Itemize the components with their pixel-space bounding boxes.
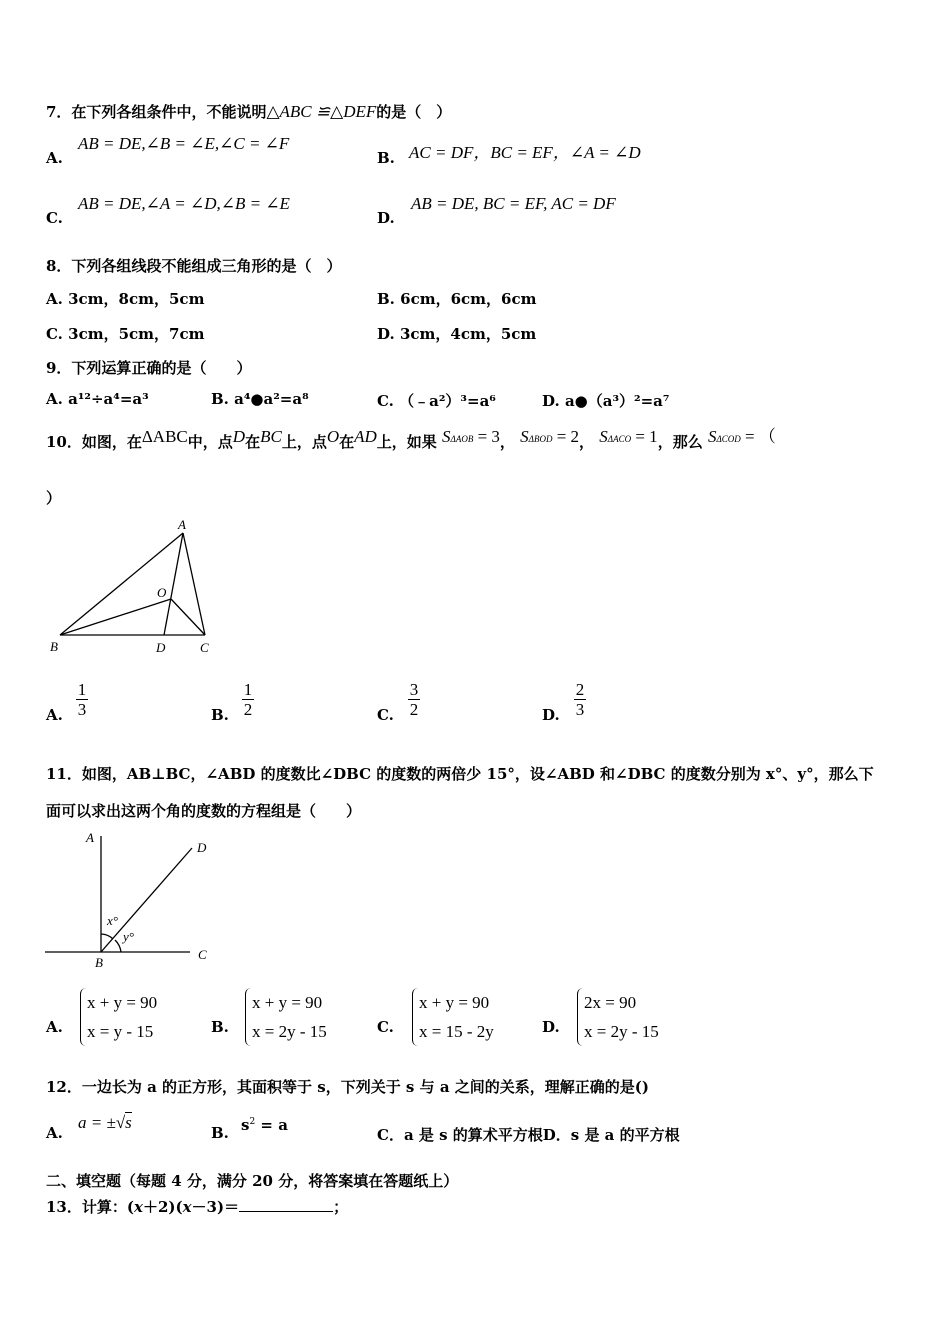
- q10-option-a-fraction: 1 3: [77, 680, 87, 719]
- q7-option-b-math: AC = DF，BC = EF，∠A = ∠D: [409, 143, 641, 162]
- q11-option-d-label[interactable]: D.: [542, 1018, 560, 1036]
- q7-stem: 7．在下列各组条件中，不能说明△ABC ≌△DEF的是（ ）: [46, 102, 452, 121]
- line-bo: [60, 599, 171, 635]
- s-aco: SΔACO = 1: [599, 427, 658, 446]
- q9-option-c[interactable]: C. （﹣a²）³=a⁶: [377, 392, 496, 410]
- q11-option-b-label[interactable]: B.: [211, 1018, 229, 1036]
- section-2-title: 二、填空题（每题 4 分，满分 20 分，将答案填在答题纸上）: [46, 1172, 459, 1190]
- q7-option-a-math: AB = DE,∠B = ∠E,∠C = ∠F: [78, 134, 290, 153]
- q12-stem: 12．一边长为 a 的正方形，其面积等于 s，下列关于 s 与 a 之间的关系，理解正确的是(): [46, 1078, 649, 1096]
- q9-stem: 9．下列运算正确的是（ ）: [46, 359, 252, 377]
- q10-triangle-figure: [40, 515, 230, 660]
- line-ad: [164, 533, 183, 635]
- label-c: C: [198, 947, 207, 962]
- q10-stem-close: ）: [46, 489, 62, 507]
- q12-option-cd[interactable]: C．a 是 s 的算术平方根D．s 是 a 的平方根: [377, 1126, 680, 1144]
- line-oc: [171, 599, 205, 635]
- q10-option-a-label[interactable]: A.: [46, 706, 63, 724]
- q12-option-a-label[interactable]: A.: [46, 1124, 63, 1142]
- q13-answer-blank[interactable]: [239, 1197, 333, 1212]
- arc-x: [101, 934, 113, 939]
- q9-option-b[interactable]: B. a⁴●a²=a⁸: [211, 390, 309, 408]
- label-o: O: [157, 585, 167, 600]
- q10-option-b-label[interactable]: B.: [211, 706, 229, 724]
- q10-option-d-label[interactable]: D.: [542, 706, 560, 724]
- q11-option-c-system: x + y = 90 x = 15 - 2y: [412, 988, 494, 1046]
- label-a: A: [86, 830, 94, 845]
- line-ac: [183, 533, 205, 635]
- q7-option-c-label[interactable]: C.: [46, 209, 63, 227]
- label-d: D: [197, 840, 207, 855]
- q10-option-c-fraction: 3 2: [409, 680, 419, 719]
- line-ab: [60, 533, 183, 635]
- arc-y: [115, 940, 121, 952]
- label-y: y°: [123, 929, 134, 944]
- label-b: B: [50, 639, 58, 654]
- q8-option-a[interactable]: A. 3cm，8cm，5cm: [46, 290, 205, 308]
- q8-option-d[interactable]: D. 3cm，4cm，5cm: [377, 325, 537, 343]
- q10-option-b-fraction: 1 2: [243, 680, 253, 719]
- q11-option-d-system: 2x = 90 x = 2y - 15: [577, 988, 659, 1046]
- label-d: D: [156, 640, 166, 655]
- q8-stem: 8．下列各组线段不能组成三角形的是（ ）: [46, 257, 342, 275]
- q11-angle-figure: [40, 828, 220, 973]
- q10-stem: 10．如图，在ΔABC中，点D在BC上，点O在AD上，如果 SΔAOB = 3， SΔBOD = 2， SΔACO = 1，那么 SΔCOD = （: [46, 427, 776, 451]
- q10-option-c-label[interactable]: C.: [377, 706, 394, 724]
- q11-stem-line1: 11．如图，AB⊥BC，∠ABD 的度数比∠DBC 的度数的两倍少 15°，设∠ABD 和∠DBC 的度数分别为 x°、y°，那么下: [46, 765, 874, 783]
- q11-stem-line2: 面可以求出这两个角的度数的方程组是（ ）: [46, 802, 362, 820]
- q7-option-c-math: AB = DE,∠A = ∠D,∠B = ∠E: [78, 194, 290, 213]
- q7-option-b-label[interactable]: B.: [377, 149, 395, 167]
- s-bod: SΔBOD = 2: [520, 427, 580, 446]
- q10-option-d-fraction: 2 3: [575, 680, 585, 719]
- q12-option-b-math: $s^2 = a$: [241, 1116, 288, 1134]
- label-c: C: [200, 640, 209, 655]
- q11-option-a-system: x + y = 90 x = y - 15: [80, 988, 157, 1046]
- q9-option-a[interactable]: A. a¹²÷a⁴=a³: [46, 390, 149, 408]
- q7-option-a-label[interactable]: A.: [46, 149, 63, 167]
- label-a: A: [178, 517, 186, 532]
- q11-option-c-label[interactable]: C.: [377, 1018, 394, 1036]
- label-x: x°: [107, 913, 118, 928]
- q8-option-b[interactable]: B. 6cm，6cm，6cm: [377, 290, 537, 308]
- q11-option-a-label[interactable]: A.: [46, 1018, 63, 1036]
- q9-option-d[interactable]: D. a●（a³）²=a⁷: [542, 392, 670, 410]
- label-b: B: [95, 955, 103, 970]
- q11-option-b-system: x + y = 90 x = 2y - 15: [245, 988, 327, 1046]
- ray-bd: [101, 848, 192, 952]
- q7-option-d-label[interactable]: D.: [377, 209, 395, 227]
- q13: 13．计算：(x＋2)(x－3)＝ ；: [46, 1198, 349, 1216]
- s-aob: SΔAOB = 3: [442, 427, 500, 446]
- s-cod: SΔCOD = （: [707, 427, 776, 446]
- q8-option-c[interactable]: C. 3cm，5cm，7cm: [46, 325, 205, 343]
- q7-option-d-math: AB = DE, BC = EF, AC = DF: [411, 194, 616, 213]
- q12-option-a-math: a = ±√s: [78, 1113, 132, 1132]
- q12-option-b-label[interactable]: B.: [211, 1124, 229, 1142]
